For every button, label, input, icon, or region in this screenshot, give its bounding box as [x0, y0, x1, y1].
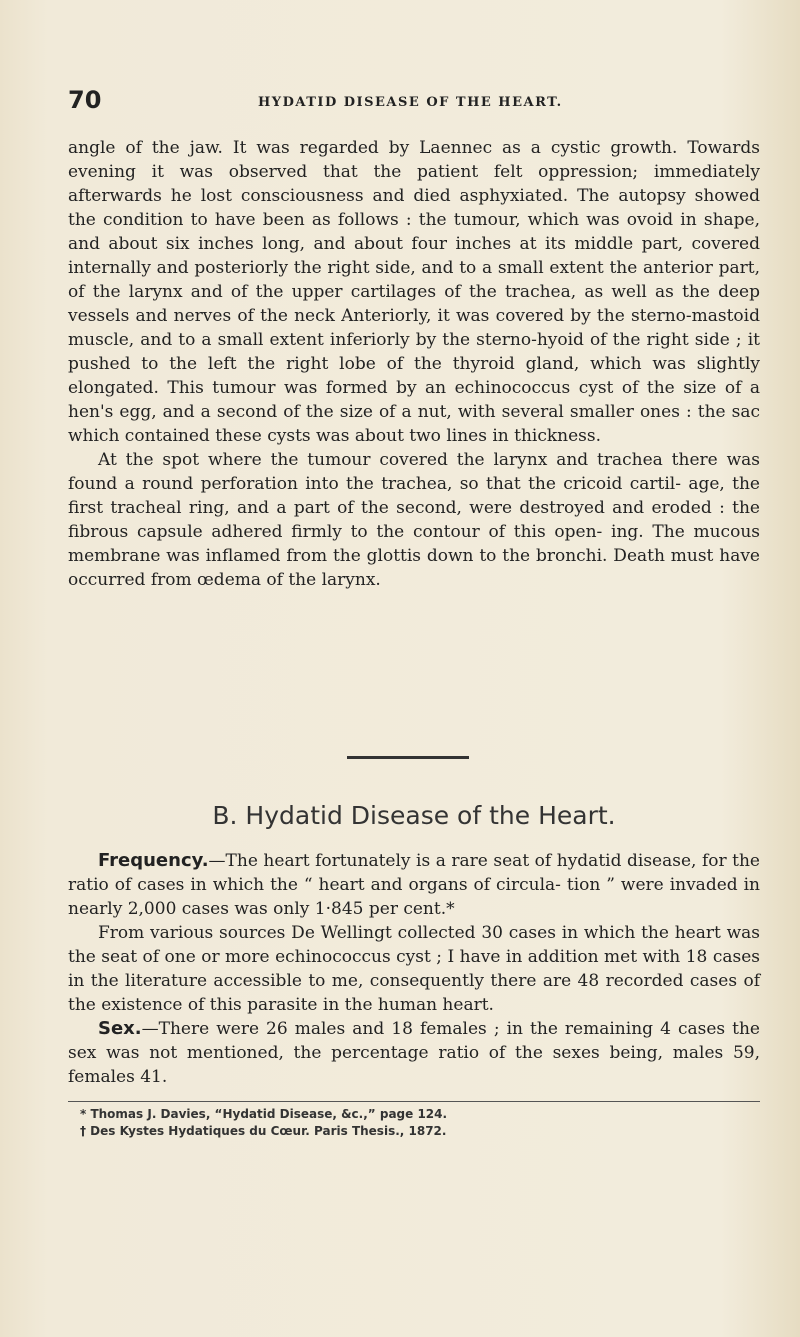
- frequency-text: —The heart fortunately is a rare seat of hydatid disease, for the ratio of cases in which the “ heart and organs of circula- tion ” were invaded in nearly 2,000 cases was only 1·845 per cent.*: [68, 851, 760, 919]
- paragraph: angle of the jaw. It was regarded by Laennec as a cystic growth. Towards evening it was observed that the patient felt oppression; immediately afterwards he lost consciousness and died asphyxiated. The autopsy showed the condition to have been as follows : the tumour, which was ovoid in shape, and about six inches long, and about four inches at its middle part, covered internally and posteriorly the right side, and to a small extent the anterior part, of the larynx and of the upper cartilages of the trachea, as well as the deep vessels and nerves of the neck Anteriorly, it was covered by the sterno-mastoid muscle, and to a small extent inferiorly by the sterno-hyoid of the right side ; it pushed to the left the right lobe of the thyroid gland, which was slightly elongated. This tumour was formed by an echinococcus cyst of the size of a hen's egg, and a second of the size of a nut, with several smaller ones : the sac which contained these cysts was about two lines in thickness.: [68, 138, 760, 446]
- frequency-heading: Frequency.: [98, 850, 209, 871]
- paragraph-frequency: [68, 849, 760, 921]
- footnote-divider: [68, 1101, 760, 1102]
- page-number: 70: [68, 86, 102, 114]
- paragraph: At the spot where the tumour covered the larynx and trachea there was found a round perforation into the trachea, so that the cricoid cartil- age, the first tracheal ring, and a part of the second, were destroyed and eroded : the fibrous capsule adhered firmly to the contour of this open- ing. The mucous membrane was inflamed from the glottis down to the bronchi. Death must have occurred from œdema of the larynx.: [68, 450, 760, 590]
- section-body: [68, 849, 760, 1089]
- footnote: * Thomas J. Davies, “Hydatid Disease, &c.,” page 124.: [80, 1107, 448, 1121]
- page-header: [68, 86, 758, 122]
- paragraph-sex: [68, 1017, 760, 1089]
- sex-text: —There were 26 males and 18 females ; in the remaining 4 cases the sex was not mentioned, the percentage ratio of the sexes being, males 59, females 41.: [68, 1019, 760, 1087]
- section-title: B. Hydatid Disease of the Heart.: [212, 801, 616, 830]
- running-head: HYDATID DISEASE OF THE HEART.: [258, 95, 563, 110]
- footnote: † Des Kystes Hydatiques du Cœur. Paris Thesis., 1872.: [80, 1124, 447, 1138]
- paragraph-sources: From various sources De Wellingt collected 30 cases in which the heart was the seat of one or more echinococcus cyst ; I have in addition met with 18 cases in the literature accessible to me, consequently there are 48 recorded cases of the existence of this parasite in the human heart.: [68, 923, 760, 1015]
- sex-heading: Sex.: [98, 1018, 142, 1039]
- footnotes: [80, 1106, 760, 1140]
- section-divider: [347, 756, 469, 759]
- body-text: [68, 136, 760, 592]
